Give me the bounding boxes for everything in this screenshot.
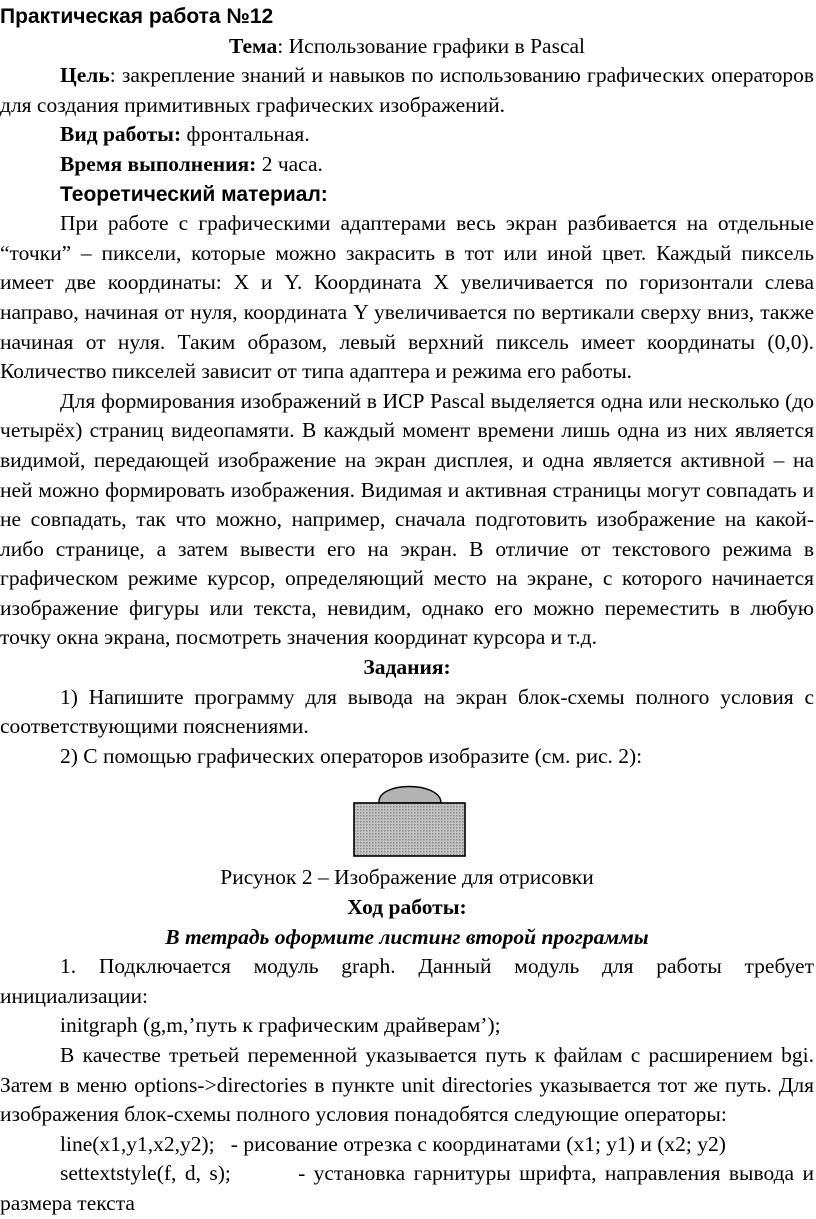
theory-paragraph-1: При работе с графическими адаптерами весь экран разбивается на отдельные “точки” – пиксели, которые можно закрасить в тот или иной цвет. Каждый пиксель имеет две координаты: X и Y. Координата X увеличивается по горизонтали слева направо, начиная от нуля, координата Y увеличивается по вертикали сверху вниз, также начиная от нуля. Таким образом, левый верхний пиксель имеет координаты (0,0). Количество пикселей зависит от типа адаптера и режима его работы. <box>0 211 814 384</box>
operator-line <box>0 1130 814 1160</box>
duration-line <box>0 150 814 180</box>
document-title: Практическая работа №12 <box>0 5 274 28</box>
operator-line-code: line(x1,y1,x2,y2); <box>60 1131 215 1156</box>
step-1-continued: В качестве третьей переменной указывается путь к файлам с расширением bgi. Затем в меню options->directories в пункте unit directories указывается тот же путь. Для изображения блок-схемы полного условия понадобятся следующие операторы: <box>0 1043 814 1127</box>
operator-settextstyle-code: settextstyle(f, d, s); <box>60 1161 231 1186</box>
tasks-heading: Задания: <box>363 655 451 680</box>
topic-text: : Использование графики в Pascal <box>277 33 586 58</box>
task-2: 2) С помощью графических операторов изобразите (см. рис. 2): <box>60 743 643 768</box>
progress-heading: Ход работы: <box>347 895 467 920</box>
figure-2 <box>0 771 814 863</box>
step-1: 1. Подключается модуль graph. Данный модуль для работы требует инициализации: <box>0 954 814 1008</box>
work-type-label: Вид работы: <box>60 122 182 147</box>
initgraph-code: initgraph (g,m,’путь к графическим драйверам’); <box>60 1013 501 1038</box>
figure-dome <box>379 787 441 804</box>
topic-line <box>0 32 814 62</box>
operator-settextstyle-desc: - установка гарнитуры шрифта, направления вывода и размера текста <box>0 1161 815 1215</box>
operator-line-desc: - рисование отрезка с координатами (x1; y1) и (x2; y2) <box>230 1131 726 1156</box>
document-page <box>0 2 816 1215</box>
theory-paragraph-2: Для формирования изображений в ИСР Pascal выделяется одна или несколько (до четырёх) страниц видеопамяти. В каждый момент времени лишь одна из них является видимой, передающей изображение на экран дисплея, и одна является активной – на ней можно формировать изображения. Видимая и активная страницы могут совпадать и не совпадать, так что можно, например, сначала подготовить изображение на какой-либо странице, а затем вывести его на экран. В отличие от текстового режима в графическом режиме курсор, определяющий место на экране, с которого начинается изображение фигуры или текста, невидим, однако его можно переместить в любую точку окна экрана, посмотреть значения координат курсора и т.д. <box>0 388 814 650</box>
task-1: 1) Напишите программу для вывода на экран блок-схемы полного условия с соответствующими пояснениями. <box>0 684 814 739</box>
figure-rectangle <box>354 803 465 856</box>
topic-label: Тема <box>228 33 278 58</box>
duration-label: Время выполнения: <box>60 151 257 176</box>
duration-text: 2 часа. <box>256 151 323 176</box>
goal-paragraph <box>0 61 814 120</box>
theory-heading: Теоретический материал: <box>60 182 328 206</box>
notebook-note: В тетрадь оформите листинг второй программы <box>165 924 649 949</box>
figure-caption: Рисунок 2 – Изображение для отрисовки <box>220 865 594 890</box>
work-type-text: фронтальная. <box>181 122 310 147</box>
goal-text: : закрепление знаний и навыков по использованию графических операторов для создания примитивных графических изображений. <box>0 63 814 117</box>
work-type-line <box>0 120 814 150</box>
figure-2-drawing <box>351 773 467 859</box>
goal-label: Цель <box>60 63 110 88</box>
operator-settextstyle <box>0 1159 814 1218</box>
